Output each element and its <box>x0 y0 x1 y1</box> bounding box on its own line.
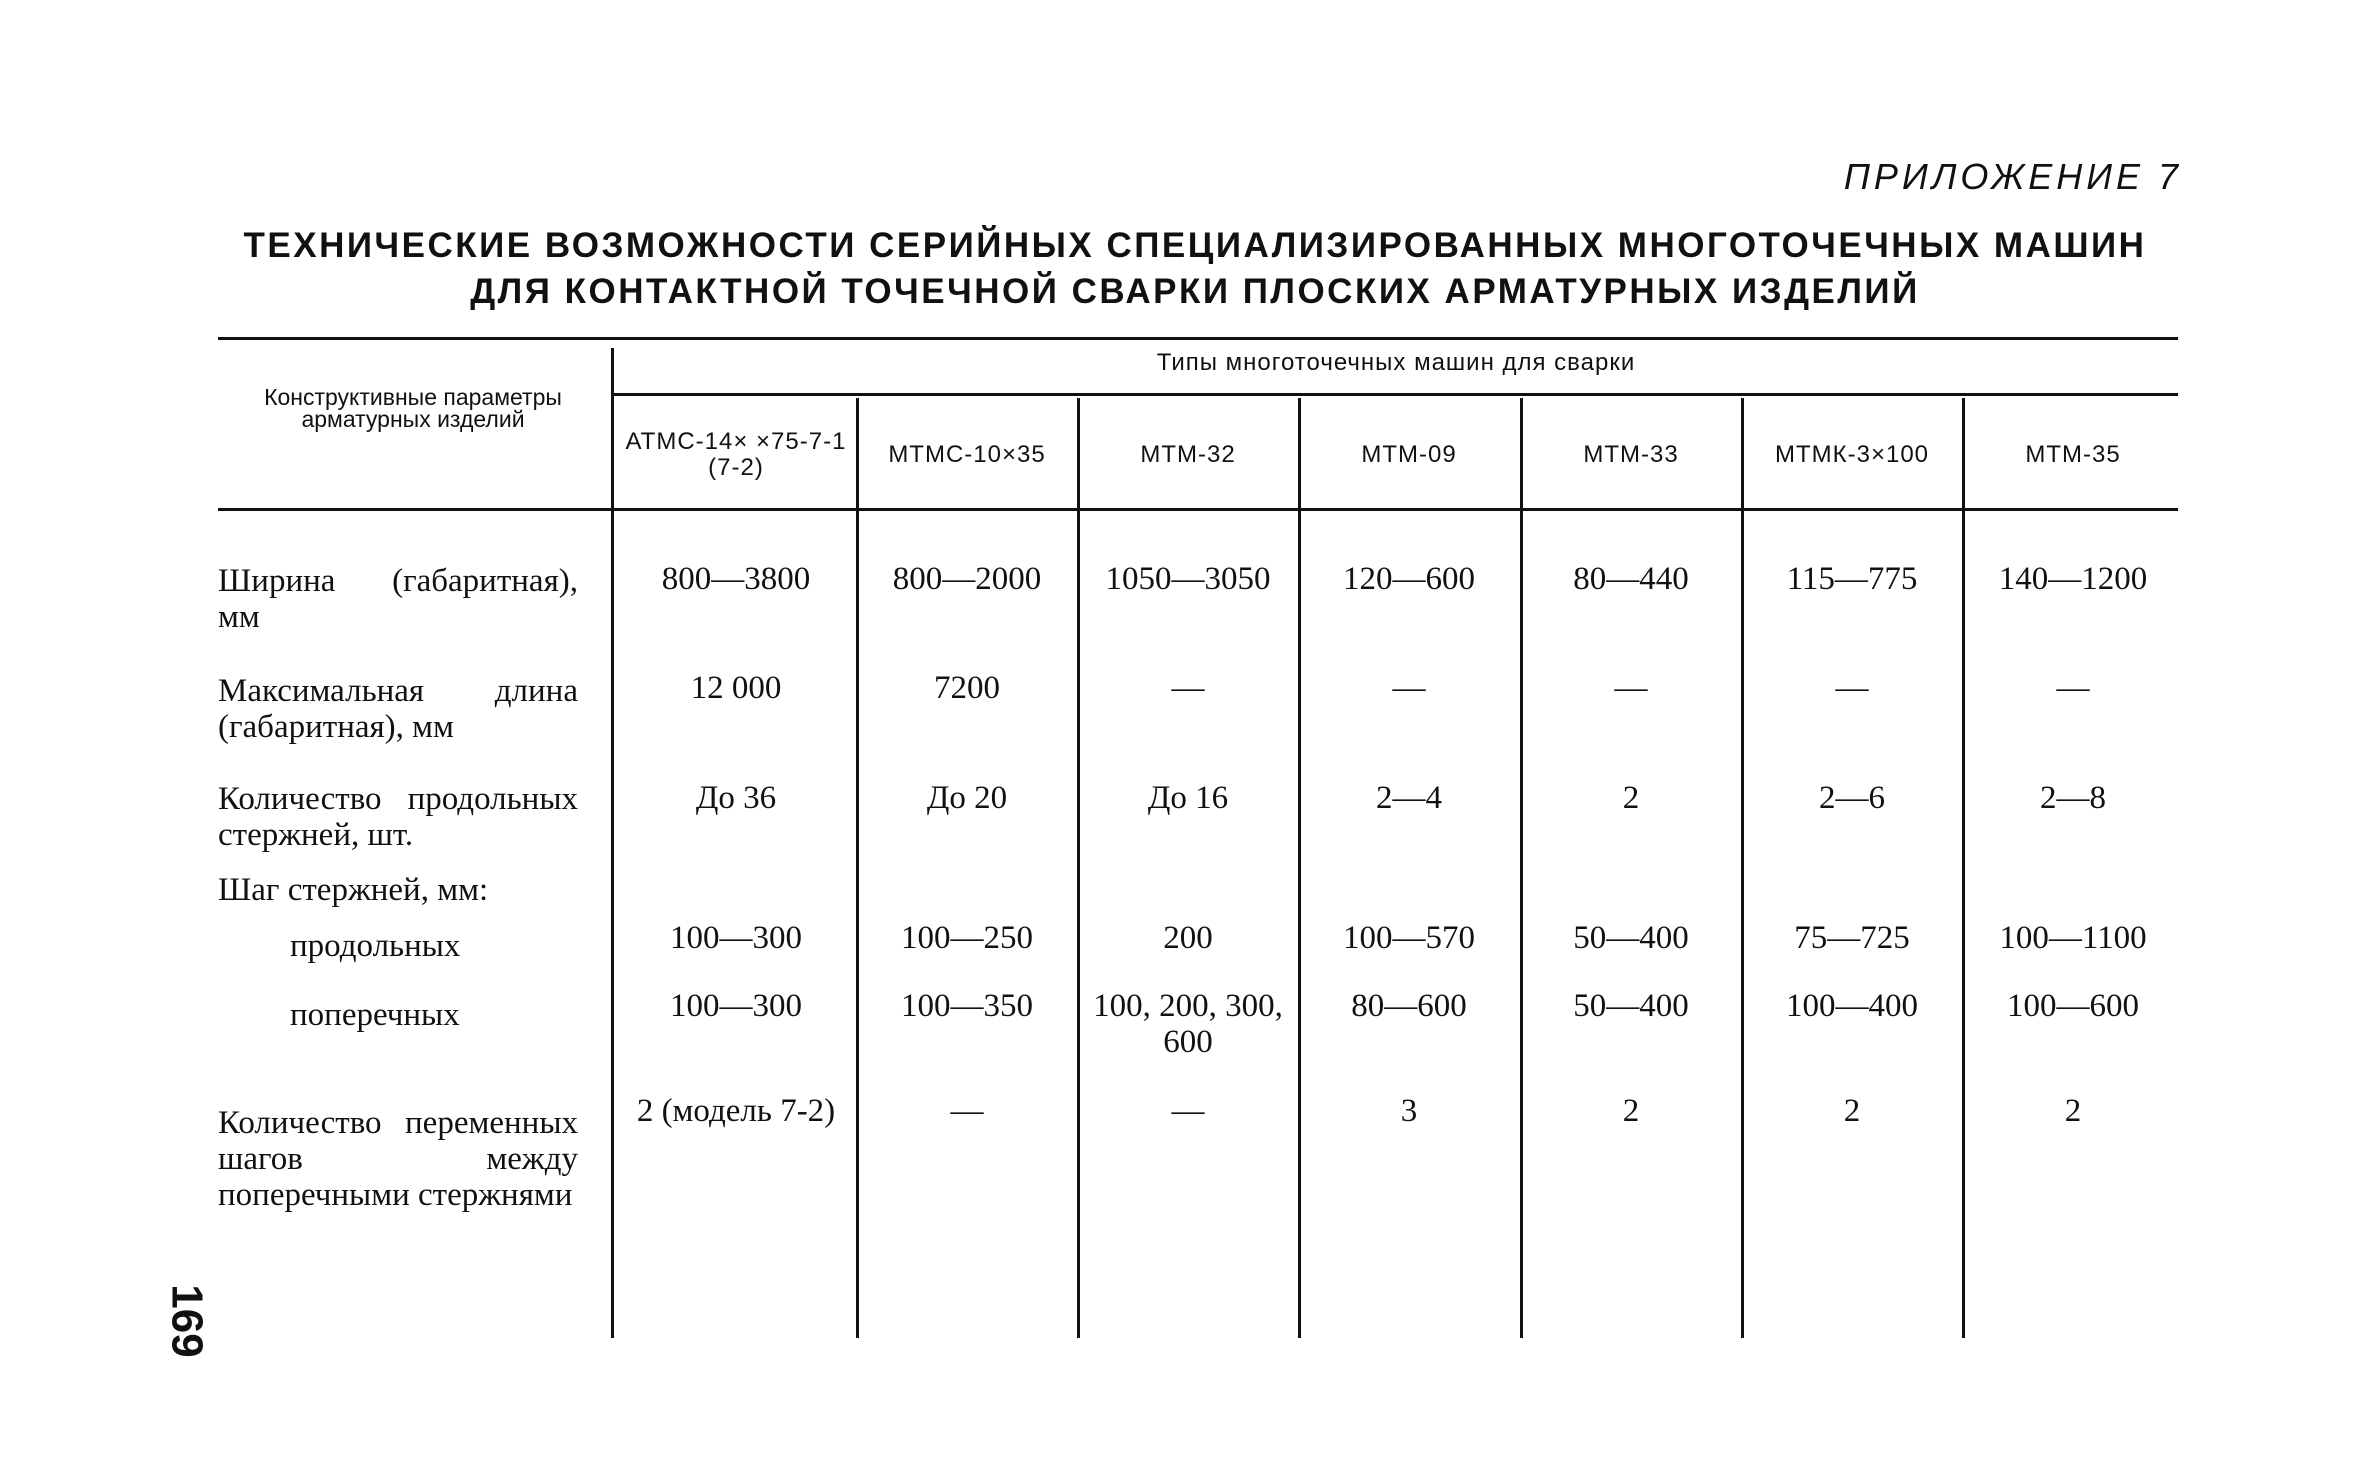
table-cell: 200 <box>1163 920 1213 956</box>
table-cell: 100—600 <box>2007 988 2139 1024</box>
row-label: Ширина (габаритная), мм <box>218 563 578 635</box>
table-cell: — <box>1392 670 1426 706</box>
table-cell: 2 <box>1843 1093 1861 1129</box>
table-cell: До 16 <box>1147 780 1229 816</box>
table-cell: 140—1200 <box>1998 561 2148 597</box>
table-cell: 800—2000 <box>892 561 1042 597</box>
table-cell: — <box>1835 670 1869 706</box>
column-divider <box>1298 398 1301 1338</box>
column-divider <box>1077 398 1080 1338</box>
table-cell: 2—4 <box>1376 780 1442 816</box>
row-label: Шаг стержней, мм: <box>218 872 489 908</box>
table-cell: — <box>2056 670 2090 706</box>
column-divider <box>611 348 614 1338</box>
row-label: продольных <box>290 928 461 964</box>
table-cell: 100—400 <box>1786 988 1918 1024</box>
table-cell: 2 <box>1622 780 1640 816</box>
table-cell: 2 <box>1622 1093 1640 1129</box>
appendix-label: ПРИЛОЖЕНИЕ 7 <box>1843 156 2182 197</box>
table-cell: 100—300 <box>670 920 802 956</box>
table-cell: 100—570 <box>1343 920 1475 956</box>
table-cell: — <box>1614 670 1648 706</box>
row-label: поперечных <box>290 997 460 1033</box>
machine-group-header: Типы многоточечных машин для сварки <box>1156 349 1636 376</box>
table-cell: До 36 <box>695 780 777 816</box>
table-cell: 50—400 <box>1573 920 1689 956</box>
table-cell: 115—775 <box>1786 561 1918 597</box>
column-header: АТМС-14× ×75-7-1 (7-2) <box>625 428 847 481</box>
column-header: МТМ-33 <box>1583 441 1679 468</box>
column-divider <box>856 398 859 1338</box>
row-label: Максимальная длина (габаритная), мм <box>218 673 578 745</box>
table-cell: 100—1100 <box>1999 920 2147 956</box>
table-cell: 80—600 <box>1351 988 1467 1024</box>
table-cell: 2 <box>2064 1093 2082 1129</box>
table-cell: 2 (модель 7-2) <box>636 1093 836 1129</box>
table-cell: 2—8 <box>2040 780 2106 816</box>
column-header: МТМК-3×100 <box>1774 441 1930 468</box>
table-cell: 100—300 <box>670 988 802 1024</box>
row-label: Количество продольных стержней, шт. <box>218 781 578 853</box>
table-cell: 12 000 <box>690 670 782 706</box>
table-cell: — <box>1171 670 1205 706</box>
column-header: МТМ-09 <box>1361 441 1457 468</box>
title-line-2: ДЛЯ КОНТАКТНОЙ ТОЧЕЧНОЙ СВАРКИ ПЛОСКИХ АРМАТУРНЫХ ИЗДЕЛИЙ <box>470 272 1920 311</box>
table-top-rule <box>218 337 2178 340</box>
column-divider <box>1520 398 1523 1338</box>
table-cell: 50—400 <box>1573 988 1689 1024</box>
table-cell: До 20 <box>926 780 1008 816</box>
table-cell: — <box>950 1093 984 1129</box>
table-cell: 100, 200, 300, 600 <box>1093 988 1283 1060</box>
table-cell: 7200 <box>934 670 1000 706</box>
table-cell: — <box>1171 1093 1205 1129</box>
title-line-1: ТЕХНИЧЕСКИЕ ВОЗМОЖНОСТИ СЕРИЙНЫХ СПЕЦИАЛИЗИРОВАННЫХ МНОГОТОЧЕЧНЫХ МАШИН <box>243 226 2147 265</box>
table-cell: 800—3800 <box>661 561 811 597</box>
group-header-rule <box>614 393 2178 396</box>
column-header: МТМС-10×35 <box>888 441 1046 468</box>
page-number: 169 <box>162 1284 212 1358</box>
table-cell: 1050—3050 <box>1105 561 1271 597</box>
table-cell: 120—600 <box>1343 561 1475 597</box>
column-divider <box>1741 398 1744 1338</box>
column-header: МТМ-35 <box>2025 441 2121 468</box>
column-header: МТМ-32 <box>1140 441 1236 468</box>
row-label: Количество переменных шагов между поперечными стержнями <box>218 1105 578 1213</box>
table-cell: 80—440 <box>1573 561 1689 597</box>
param-column-header: Конструктивные параметры арматурных изделий <box>264 384 562 432</box>
table-cell: 100—350 <box>901 988 1033 1024</box>
column-divider <box>1962 398 1965 1338</box>
table-cell: 3 <box>1400 1093 1418 1129</box>
table-cell: 2—6 <box>1819 780 1885 816</box>
table-cell: 100—250 <box>901 920 1033 956</box>
table-cell: 75—725 <box>1794 920 1910 956</box>
